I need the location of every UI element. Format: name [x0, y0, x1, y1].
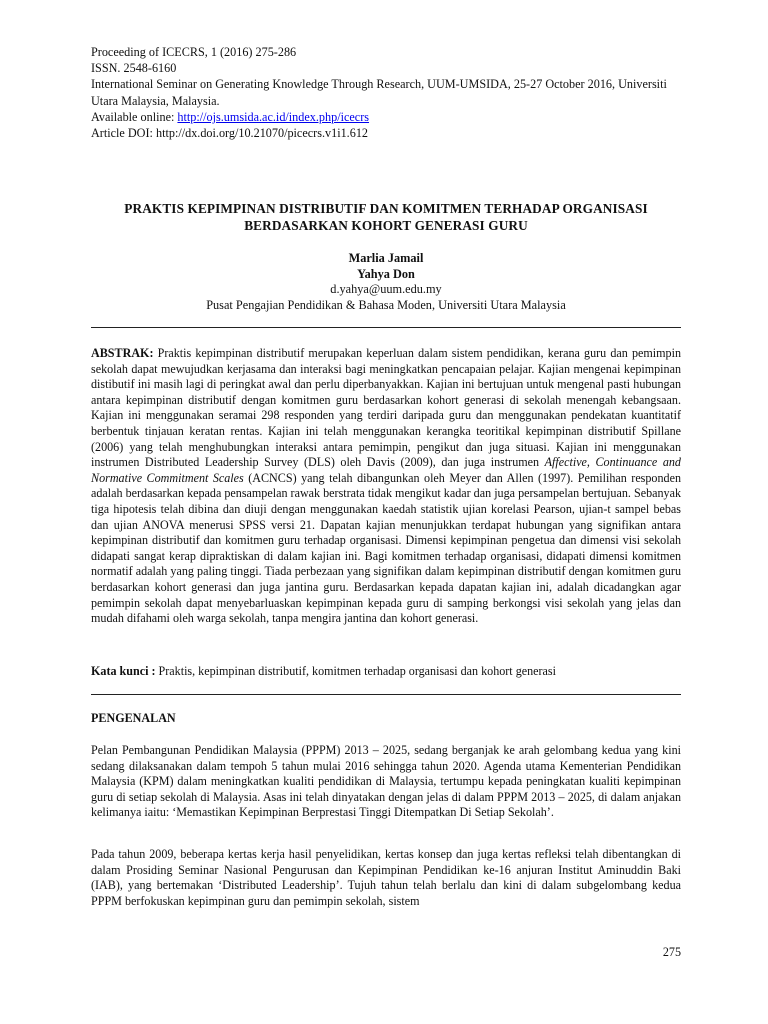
- journal-header: [91, 44, 681, 141]
- author-email: d.yahya@uum.edu.my: [330, 282, 442, 296]
- available-label: Available online:: [91, 109, 178, 124]
- abstract-text-italic: Affective, Continuance and Normative Commitment Scales: [91, 455, 681, 485]
- body-paragraph-2: Pada tahun 2009, beberapa kertas kerja hasil penyelidikan, kertas konsep dan juga kertas refleksi telah dibentangkan di dalam Prosiding Seminar Nasional Pengurusan dan Kepimpinan Pendidikan ke-16 anjuran Institut Aminuddin Baki (IAB), yang bertemakan ‘Distributed Leadership’. Tujuh tahun telah berlalu dan kini di dalam subgelombang kedua PPPM berfokuskan kepimpinan guru dan pemimpin sekolah, sistem: [91, 847, 681, 908]
- divider-bottom: [91, 694, 681, 695]
- available-online-line: [91, 109, 681, 125]
- author-name-2: Yahya Don: [357, 266, 415, 281]
- issn-line: ISSN. 2548-6160: [91, 61, 177, 76]
- abstract: [91, 346, 681, 627]
- keywords: [91, 664, 681, 680]
- seminar-line: International Seminar on Generating Knowledge Through Research, UUM-UMSIDA, 25-27 October 2016, Universiti Utara Malaysia, Malaysia.: [91, 77, 667, 108]
- section-heading: PENGENALAN: [91, 711, 176, 725]
- author-block: [91, 251, 681, 313]
- keywords-label: Kata kunci :: [91, 664, 156, 678]
- body-paragraph-1: Pelan Pembangunan Pendidikan Malaysia (PPPM) 2013 – 2025, sedang berganjak ke arah gelombang kedua yang kini sedang dilaksanakan dalam tempoh 5 tahun mulai 2016 sehingga tahun 2020. Agenda utama Kementerian Pendidikan Malaysia (KPM) dalam meningkatkan kualiti pendidikan di Malaysia, tertumpu kepada peningkatan kualiti kepimpinan guru di setiap sekolah di Malaysia. Asas ini telah dinyatakan dengan jelas di dalam PPPM 2013 – 2025, di dalam anjakan kelimanya iaitu: ‘Memastikan Kepimpinan Berprestasi Tinggi Ditempatkan Di Setiap Sekolah’.: [91, 743, 681, 820]
- proceeding-line: Proceeding of ICECRS, 1 (2016) 275-286: [91, 45, 297, 59]
- divider-top: [91, 327, 681, 328]
- abstract-text-b: (ACNCS) yang telah dibangunkan oleh Meyer dan Allen (1997). Pemilihan responden adalah berdasarkan kepada pensampelan rawak berstrata tidak mengikut kadar dan juga persampelan bertujuan. Sebanyak tiga hipotesis telah dibina dan diuji dengan menggunakan kaedah statistik ujian korelasi Pearson, ujian-t sampel bebas dan ujian ANOVA menerusi SPSS versi 21. Dapatan kajian menunjukkan terdapat hubungan yang signifikan antara kepimpinan distributif dan komitmen guru terhadap organisasi. Dimensi kepimpinan pengetua dan dimensi visi sekolah didapati sangat kerap dipraktiskan di dalam kajian ini. Bagi komitmen terhadap organisasi, didapati dimensi komitmen normatif adalah yang paling tinggi. Tiada perbezaan yang signifikan dalam kepimpinan distributif dengan komitmen guru berdasarkan kohort generasi dan juga jantina guru. Berdasarkan kepada dapatan kajian ini, adalah dicadangkan agar pemimpin sekolah dapat menyebarluaskan kepimpinan kepada guru di samping berkongsi visi sekolah yang jelas dan mudah difahami oleh warga sekolah, tanpa mengira jantina dan kohort generasi.: [91, 470, 681, 626]
- abstract-label: ABSTRAK:: [91, 346, 154, 360]
- journal-url-link[interactable]: http://ojs.umsida.ac.id/index.php/icecrs: [177, 109, 370, 124]
- abstract-text-a: Praktis kepimpinan distributif merupakan keperluan dalam sistem pendidikan, kerana guru dan pemimpin sekolah dapat mewujudkan kerjasama dan interaksi bagi meningkatkan pencapaian pelajar. Kajian mengenai kepimpinan distibutif ini masih lagi di peringkat awal dan perlu diperbanyakkan. Kajian ini bertujuan untuk mengenal pasti hubungan antara kepimpinan distributif dengan komitmen guru berdasarkan kohort generasi di sekolah menengah kebangsaan. Kajian ini menggunakan seramai 298 responden yang terdiri daripada guru dan menggunakan pendekatan kuantitatif berbentuk tinjauan keratan rentas. Kajian ini telah menggunakan kerangka teoritikal kepimpinan distributif Spillane (2006) yang telah menghubungkan interaksi antara pemimpin, pengikut dan juga situasi. Kajian ini menggunakan instrumen Distributed Leadership Survey (DLS) oleh Davis (2009), dan juga instrumen: [91, 346, 681, 470]
- title-line-2: BERDASARKAN KOHORT GENERASI GURU: [244, 218, 528, 233]
- author-name-1: Marlia Jamail: [348, 251, 424, 265]
- page-number: 275: [662, 945, 681, 959]
- doi-line: Article DOI: http://dx.doi.org/10.21070/picecrs.v1i1.612: [91, 126, 369, 141]
- paper-title: [91, 200, 681, 234]
- keywords-text: Praktis, kepimpinan distributif, komitmen terhadap organisasi dan kohort generasi: [155, 664, 556, 678]
- title-line-1: PRAKTIS KEPIMPINAN DISTRIBUTIF DAN KOMITMEN TERHADAP ORGANISASI: [124, 201, 648, 216]
- author-affiliation: Pusat Pengajian Pendidikan & Bahasa Moden, Universiti Utara Malaysia: [206, 297, 566, 312]
